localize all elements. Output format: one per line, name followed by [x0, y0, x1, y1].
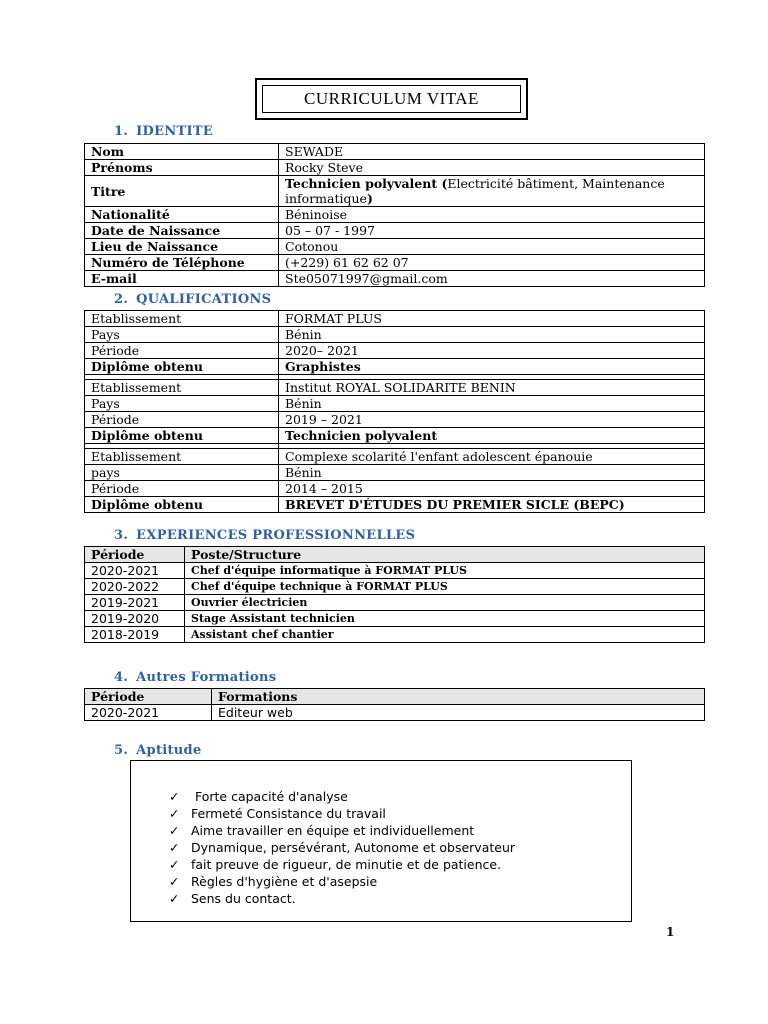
- table-row: [85, 207, 705, 223]
- title-box: [255, 78, 528, 120]
- list-item: [169, 839, 515, 856]
- exp-periode: 2020-2021: [85, 563, 185, 579]
- aptitude-box: [130, 760, 632, 922]
- aptitude-text: Règles d'hygiène et d'asepsie: [191, 874, 378, 889]
- section-heading-qualifications: 2. QUALIFICATIONS: [114, 292, 272, 307]
- table-row: [85, 595, 705, 611]
- identite-table: [84, 143, 705, 287]
- etab-value: Institut ROYAL SOLIDARITE BENIN: [279, 380, 705, 396]
- table-row: [85, 343, 705, 359]
- check-icon: ✓: [169, 789, 180, 804]
- titre-label: Titre: [85, 176, 279, 207]
- col-formations: Formations: [212, 689, 705, 705]
- diplome-label: Diplôme obtenu: [85, 497, 279, 513]
- table-row: [85, 465, 705, 481]
- diplome-value: Technicien polyvalent: [279, 428, 705, 444]
- check-icon: ✓: [169, 891, 180, 906]
- nom-label: Nom: [85, 144, 279, 160]
- date-label: Date de Naissance: [85, 223, 279, 239]
- check-icon: ✓: [169, 806, 180, 821]
- section-heading-experiences: 3. EXPERIENCES PROFESSIONNELLES: [114, 528, 416, 543]
- table-row: [85, 239, 705, 255]
- periode-label: Période: [85, 343, 279, 359]
- nationalite-label: Nationalité: [85, 207, 279, 223]
- table-row: [85, 327, 705, 343]
- table-row: [85, 428, 705, 444]
- list-item: [169, 890, 515, 907]
- table-row: [85, 380, 705, 396]
- list-item: [169, 873, 515, 890]
- table-row: [85, 255, 705, 271]
- experiences-table: [84, 546, 705, 643]
- aptitude-text: Forte capacité d'analyse: [191, 789, 348, 804]
- formation-value: Editeur web: [212, 705, 705, 721]
- list-item: [169, 856, 515, 873]
- list-item: [169, 788, 515, 805]
- formation-periode: 2020-2021: [85, 705, 212, 721]
- pays-label: pays: [85, 465, 279, 481]
- exp-periode: 2019-2021: [85, 595, 185, 611]
- col-periode: Période: [85, 547, 185, 563]
- aptitude-text: Aime travailler en équipe et individuellement: [191, 823, 475, 838]
- table-row: [85, 449, 705, 465]
- exp-periode: 2019-2020: [85, 611, 185, 627]
- table-row: [85, 311, 705, 327]
- table-row: [85, 176, 705, 207]
- check-icon: ✓: [169, 823, 180, 838]
- col-periode: Période: [85, 689, 212, 705]
- prenoms-label: Prénoms: [85, 160, 279, 176]
- check-icon: ✓: [169, 874, 180, 889]
- aptitude-list: [169, 788, 515, 907]
- aptitude-text: fait preuve de rigueur, de minutie et de patience.: [191, 857, 502, 872]
- tel-label: Numéro de Téléphone: [85, 255, 279, 271]
- table-row: [85, 359, 705, 375]
- pays-value: Bénin: [279, 465, 705, 481]
- periode-value: 2014 – 2015: [279, 481, 705, 497]
- diplome-value: Graphistes: [279, 359, 705, 375]
- diplome-value: BREVET D'ÉTUDES DU PREMIER SICLE (BEPC): [279, 497, 705, 513]
- diplome-label: Diplôme obtenu: [85, 428, 279, 444]
- date-value: 05 – 07 - 1997: [279, 223, 705, 239]
- lieu-label: Lieu de Naissance: [85, 239, 279, 255]
- table-row: [85, 396, 705, 412]
- qualifications-table: [84, 310, 705, 513]
- table-row: [85, 223, 705, 239]
- diplome-label: Diplôme obtenu: [85, 359, 279, 375]
- lieu-value: Cotonou: [279, 239, 705, 255]
- section-heading-aptitude: 5. Aptitude: [114, 743, 202, 758]
- nationalite-value: Béninoise: [279, 207, 705, 223]
- table-row: [85, 271, 705, 287]
- prenoms-value: Rocky Steve: [279, 160, 705, 176]
- pays-label: Pays: [85, 396, 279, 412]
- table-header-row: [85, 547, 705, 563]
- exp-poste: Chef d'équipe technique à FORMAT PLUS: [185, 579, 705, 595]
- list-item: [169, 805, 515, 822]
- aptitude-text: Dynamique, persévérant, Autonome et observateur: [191, 840, 516, 855]
- etab-value: FORMAT PLUS: [279, 311, 705, 327]
- table-row: [85, 160, 705, 176]
- table-header-row: [85, 689, 705, 705]
- exp-poste: Stage Assistant technicien: [185, 611, 705, 627]
- exp-periode: 2018-2019: [85, 627, 185, 643]
- exp-poste: Chef d'équipe informatique à FORMAT PLUS: [185, 563, 705, 579]
- list-item: [169, 822, 515, 839]
- periode-value: 2020– 2021: [279, 343, 705, 359]
- table-row: [85, 412, 705, 428]
- titre-value: Technicien polyvalent (Electricité bâtiment, Maintenance informatique): [279, 176, 705, 207]
- etab-value: Complexe scolarité l'enfant adolescent épanouie: [279, 449, 705, 465]
- aptitude-text: Fermeté Consistance du travail: [191, 806, 386, 821]
- document-title: CURRICULUM VITAE: [262, 85, 521, 113]
- periode-label: Période: [85, 412, 279, 428]
- periode-label: Période: [85, 481, 279, 497]
- table-row: [85, 627, 705, 643]
- pays-label: Pays: [85, 327, 279, 343]
- check-icon: ✓: [169, 857, 180, 872]
- table-row: [85, 611, 705, 627]
- table-row: [85, 497, 705, 513]
- check-icon: ✓: [169, 840, 180, 855]
- etab-label: Etablissement: [85, 449, 279, 465]
- col-poste: Poste/Structure: [185, 547, 705, 563]
- exp-poste: Ouvrier électricien: [185, 595, 705, 611]
- exp-poste: Assistant chef chantier: [185, 627, 705, 643]
- etab-label: Etablissement: [85, 311, 279, 327]
- email-value[interactable]: Ste05071997@gmail.com: [279, 271, 705, 287]
- etab-label: Etablissement: [85, 380, 279, 396]
- exp-periode: 2020-2022: [85, 579, 185, 595]
- table-row: [85, 144, 705, 160]
- table-row: [85, 705, 705, 721]
- page-number: 1: [666, 925, 675, 939]
- table-row: [85, 579, 705, 595]
- formations-table: [84, 688, 705, 721]
- section-heading-formations: 4. Autres Formations: [114, 670, 277, 685]
- table-row: [85, 563, 705, 579]
- tel-value: (+229) 61 62 62 07: [279, 255, 705, 271]
- email-label: E-mail: [85, 271, 279, 287]
- aptitude-text: Sens du contact.: [191, 891, 296, 906]
- periode-value: 2019 – 2021: [279, 412, 705, 428]
- nom-value: SEWADE: [279, 144, 705, 160]
- pays-value: Bénin: [279, 327, 705, 343]
- table-row: [85, 481, 705, 497]
- section-heading-identite: 1. IDENTITE: [114, 124, 214, 139]
- pays-value: Bénin: [279, 396, 705, 412]
